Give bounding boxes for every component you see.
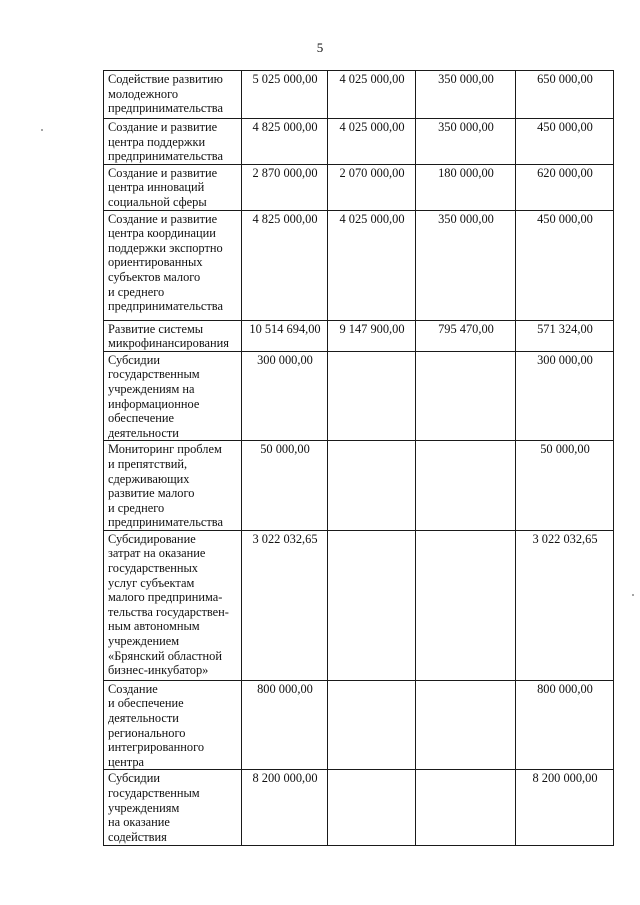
row-name (104, 210, 242, 320)
table-row (104, 71, 614, 119)
row-value-1: 4 025 000,00 (328, 119, 416, 165)
row-name-line: бизнес-инкубатор» (108, 663, 209, 678)
row-name-line: центра инноваций (108, 180, 205, 195)
table-row (104, 530, 614, 680)
row-value-1: 4 025 000,00 (328, 71, 416, 119)
row-value-3: 800 000,00 (516, 680, 614, 770)
budget-table-body (104, 71, 614, 846)
row-name-line: Субсидирование (108, 531, 196, 546)
row-value-2 (416, 770, 516, 846)
row-name-line: информационное (108, 396, 200, 411)
row-value-3: 450 000,00 (516, 119, 614, 165)
row-name-line: Создание (108, 681, 158, 696)
row-name (104, 530, 242, 680)
row-value-1 (328, 680, 416, 770)
row-name-line: Создание и развитие (108, 165, 218, 180)
row-name-line: ным автономным (108, 619, 200, 634)
row-value-3: 450 000,00 (516, 210, 614, 320)
row-name-line: Создание и развитие (108, 120, 218, 134)
row-name-line: учреждениям на (108, 381, 195, 396)
scan-speck (632, 594, 634, 596)
row-total: 2 870 000,00 (242, 164, 328, 210)
row-name-line: социальной сферы (108, 194, 207, 209)
row-value-3: 8 200 000,00 (516, 770, 614, 846)
table-row (104, 164, 614, 210)
row-name-line: регионального (108, 725, 186, 740)
row-value-1 (328, 351, 416, 441)
table-row (104, 210, 614, 320)
row-value-3: 3 022 032,65 (516, 530, 614, 680)
row-name-line: Мониторинг проблем (108, 442, 222, 457)
row-name-line: предпринимательства (108, 515, 223, 530)
row-name-line: поддержки экспортно (108, 240, 223, 255)
table-row (104, 441, 614, 531)
row-name-line: центра координации (108, 226, 216, 241)
row-name-line: тельства государствен- (108, 604, 229, 619)
row-name (104, 164, 242, 210)
row-total: 10 514 694,00 (242, 320, 328, 351)
row-name-line: интегрированного (108, 740, 205, 755)
row-name (104, 680, 242, 770)
row-name-line: содействия (108, 829, 167, 844)
row-value-1: 4 025 000,00 (328, 210, 416, 320)
row-name-line: государственным (108, 367, 200, 382)
row-total: 50 000,00 (242, 441, 328, 531)
row-name-line: и препятствий, (108, 456, 188, 471)
row-total: 800 000,00 (242, 680, 328, 770)
row-value-2: 350 000,00 (416, 119, 516, 165)
row-value-2 (416, 441, 516, 531)
row-total: 4 825 000,00 (242, 119, 328, 165)
row-value-1 (328, 441, 416, 531)
row-name (104, 351, 242, 441)
row-name-line: «Брянский областной (108, 648, 222, 663)
row-name-line: государственным (108, 786, 200, 801)
row-value-3: 50 000,00 (516, 441, 614, 531)
row-name-line: молодежного (108, 86, 179, 101)
table-row (104, 770, 614, 846)
row-name-line: малого предпринима- (108, 590, 223, 605)
table-row (104, 119, 614, 165)
row-name (104, 71, 242, 119)
row-value-3: 571 324,00 (516, 320, 614, 351)
row-name-line: Субсидии (108, 352, 160, 367)
row-value-2 (416, 351, 516, 441)
row-total: 300 000,00 (242, 351, 328, 441)
table-row (104, 351, 614, 441)
row-value-1: 2 070 000,00 (328, 164, 416, 210)
row-value-1: 9 147 900,00 (328, 320, 416, 351)
row-name-line: и обеспечение (108, 696, 184, 711)
row-total: 5 025 000,00 (242, 71, 328, 119)
row-name-line: на оказание (108, 815, 170, 830)
row-name-line: учреждением (108, 634, 180, 649)
row-name-line: услуг субъектам (108, 575, 195, 590)
row-name-line: центра (108, 754, 145, 769)
row-name-line: и среднего (108, 500, 165, 515)
row-name-line: микрофинансирования (108, 336, 229, 351)
row-name (104, 320, 242, 351)
row-value-2: 795 470,00 (416, 320, 516, 351)
row-name-line: Субсидии (108, 771, 160, 786)
row-value-2 (416, 680, 516, 770)
row-name-line: центра поддержки (108, 134, 206, 149)
row-name-line: Содействие развитию (108, 72, 223, 86)
table-row (104, 320, 614, 351)
row-total: 3 022 032,65 (242, 530, 328, 680)
row-value-2: 180 000,00 (416, 164, 516, 210)
row-name-line: сдерживающих (108, 471, 190, 486)
row-value-1 (328, 530, 416, 680)
row-name-line: Создание и развитие (108, 211, 218, 226)
row-value-2: 350 000,00 (416, 71, 516, 119)
row-name-line: предпринимательства (108, 299, 223, 314)
row-name-line: государственных (108, 561, 199, 576)
row-value-3: 650 000,00 (516, 71, 614, 119)
page-number: 5 (316, 40, 324, 55)
row-name (104, 441, 242, 531)
row-value-2 (416, 530, 516, 680)
row-name-line: предпринимательства (108, 149, 223, 164)
row-name-line: предпринимательства (108, 101, 223, 116)
row-total: 4 825 000,00 (242, 210, 328, 320)
row-name-line: обеспечение (108, 411, 174, 426)
row-name-line: субъектов малого (108, 269, 201, 284)
row-name-line: затрат на оказание (108, 546, 206, 561)
row-name-line: ориентированных (108, 255, 203, 270)
row-name (104, 770, 242, 846)
row-name-line: развитие малого (108, 486, 195, 501)
row-value-1 (328, 770, 416, 846)
row-name-line: и среднего (108, 284, 165, 299)
row-total: 8 200 000,00 (242, 770, 328, 846)
table-row (104, 680, 614, 770)
row-value-2: 350 000,00 (416, 210, 516, 320)
row-name-line: деятельности (108, 711, 179, 726)
scan-speck (41, 129, 43, 131)
row-name (104, 119, 242, 165)
row-name-line: деятельности (108, 425, 179, 440)
budget-table (103, 70, 614, 846)
row-value-3: 620 000,00 (516, 164, 614, 210)
row-name-line: учреждениям (108, 800, 180, 815)
row-name-line: Развитие системы (108, 321, 204, 336)
row-value-3: 300 000,00 (516, 351, 614, 441)
